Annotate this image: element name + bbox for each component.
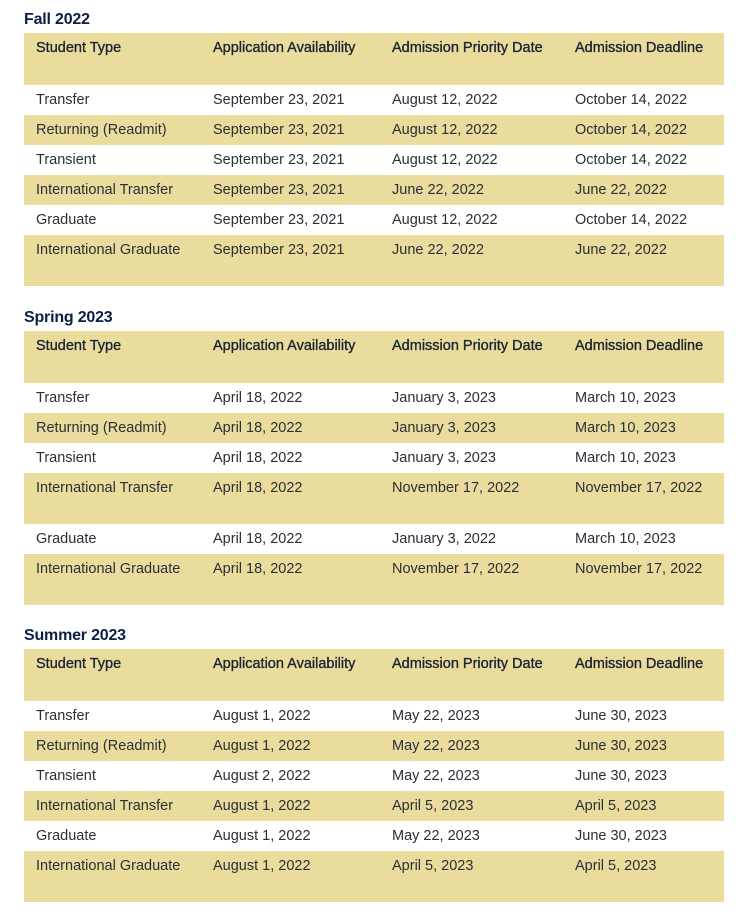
application-availability-cell: September 23, 2021 (201, 235, 380, 286)
deadline-cell: March 10, 2023 (563, 443, 724, 473)
student-type-cell: Returning (Readmit) (24, 115, 201, 145)
table-row (24, 851, 724, 902)
header-row (24, 331, 724, 383)
deadline-cell: June 22, 2022 (563, 175, 724, 205)
student-type-cell: Transient (24, 761, 201, 791)
table-row (24, 524, 724, 554)
table-row (24, 235, 724, 286)
deadline-cell: November 17, 2022 (563, 554, 724, 605)
application-availability-cell: April 18, 2022 (201, 554, 380, 605)
table-row (24, 175, 724, 205)
priority-date-cell: January 3, 2023 (380, 443, 563, 473)
application-availability-cell: September 23, 2021 (201, 145, 380, 175)
dates-table (24, 331, 724, 605)
table-row (24, 205, 724, 235)
application-availability-cell: August 1, 2022 (201, 821, 380, 851)
table-row (24, 791, 724, 821)
priority-date-cell: May 22, 2023 (380, 701, 563, 731)
header-admission-deadline: Admission Deadline (563, 649, 724, 701)
table-row (24, 115, 724, 145)
term-section-summer-2023 (24, 623, 724, 902)
header-student-type: Student Type (24, 33, 201, 85)
application-availability-cell: September 23, 2021 (201, 115, 380, 145)
application-availability-cell: April 18, 2022 (201, 413, 380, 443)
dates-table (24, 33, 724, 286)
section-title: Summer 2023 (24, 627, 126, 644)
deadline-cell: June 30, 2023 (563, 731, 724, 761)
application-availability-cell: September 23, 2021 (201, 205, 380, 235)
application-availability-cell: September 23, 2021 (201, 85, 380, 115)
header-student-type: Student Type (24, 649, 201, 701)
student-type-cell: International Graduate (24, 554, 201, 605)
header-admission-deadline: Admission Deadline (563, 33, 724, 85)
deadline-cell: June 30, 2023 (563, 761, 724, 791)
table-row (24, 554, 724, 605)
priority-date-cell: August 12, 2022 (380, 115, 563, 145)
application-availability-cell: August 2, 2022 (201, 761, 380, 791)
student-type-cell: International Transfer (24, 473, 201, 524)
deadline-cell: June 30, 2023 (563, 701, 724, 731)
header-application-availability: Application Availability (201, 649, 380, 701)
header-admission-priority-date: Admission Priority Date (380, 33, 563, 85)
table-row (24, 443, 724, 473)
table-row (24, 383, 724, 413)
table-row (24, 473, 724, 524)
priority-date-cell: August 12, 2022 (380, 145, 563, 175)
priority-date-cell: November 17, 2022 (380, 473, 563, 524)
term-section-fall-2022 (24, 7, 724, 286)
application-availability-cell: April 18, 2022 (201, 443, 380, 473)
student-type-cell: Graduate (24, 821, 201, 851)
student-type-cell: International Transfer (24, 791, 201, 821)
deadline-cell: March 10, 2023 (563, 383, 724, 413)
header-row (24, 649, 724, 701)
section-title: Fall 2022 (24, 11, 90, 28)
priority-date-cell: November 17, 2022 (380, 554, 563, 605)
header-admission-deadline: Admission Deadline (563, 331, 724, 383)
header-row (24, 33, 724, 85)
term-section-spring-2023 (24, 305, 724, 605)
priority-date-cell: August 12, 2022 (380, 85, 563, 115)
table-row (24, 85, 724, 115)
priority-date-cell: January 3, 2023 (380, 383, 563, 413)
student-type-cell: Graduate (24, 524, 201, 554)
header-application-availability: Application Availability (201, 33, 380, 85)
priority-date-cell: May 22, 2023 (380, 821, 563, 851)
deadline-cell: June 22, 2022 (563, 235, 724, 286)
header-student-type: Student Type (24, 331, 201, 383)
application-availability-cell: April 18, 2022 (201, 473, 380, 524)
application-availability-cell: August 1, 2022 (201, 701, 380, 731)
priority-date-cell: January 3, 2022 (380, 524, 563, 554)
deadline-cell: October 14, 2022 (563, 85, 724, 115)
deadline-cell: March 10, 2023 (563, 413, 724, 443)
student-type-cell: Graduate (24, 205, 201, 235)
student-type-cell: Returning (Readmit) (24, 731, 201, 761)
application-availability-cell: August 1, 2022 (201, 731, 380, 761)
table-row (24, 761, 724, 791)
deadline-cell: June 30, 2023 (563, 821, 724, 851)
deadline-cell: October 14, 2022 (563, 145, 724, 175)
student-type-cell: Transfer (24, 383, 201, 413)
header-admission-priority-date: Admission Priority Date (380, 649, 563, 701)
header-application-availability: Application Availability (201, 331, 380, 383)
table-row (24, 701, 724, 731)
table-row (24, 413, 724, 443)
deadline-cell: April 5, 2023 (563, 791, 724, 821)
table-row (24, 821, 724, 851)
student-type-cell: International Transfer (24, 175, 201, 205)
student-type-cell: International Graduate (24, 851, 201, 902)
priority-date-cell: August 12, 2022 (380, 205, 563, 235)
application-availability-cell: April 18, 2022 (201, 383, 380, 413)
application-availability-cell: April 18, 2022 (201, 524, 380, 554)
application-availability-cell: September 23, 2021 (201, 175, 380, 205)
priority-date-cell: January 3, 2023 (380, 413, 563, 443)
student-type-cell: Transient (24, 145, 201, 175)
application-availability-cell: August 1, 2022 (201, 791, 380, 821)
student-type-cell: International Graduate (24, 235, 201, 286)
deadline-cell: November 17, 2022 (563, 473, 724, 524)
application-availability-cell: August 1, 2022 (201, 851, 380, 902)
header-admission-priority-date: Admission Priority Date (380, 331, 563, 383)
priority-date-cell: May 22, 2023 (380, 731, 563, 761)
student-type-cell: Returning (Readmit) (24, 413, 201, 443)
dates-table (24, 649, 724, 902)
table-row (24, 731, 724, 761)
student-type-cell: Transfer (24, 701, 201, 731)
deadline-cell: October 14, 2022 (563, 205, 724, 235)
priority-date-cell: April 5, 2023 (380, 791, 563, 821)
deadline-cell: March 10, 2023 (563, 524, 724, 554)
priority-date-cell: April 5, 2023 (380, 851, 563, 902)
deadline-cell: April 5, 2023 (563, 851, 724, 902)
priority-date-cell: June 22, 2022 (380, 235, 563, 286)
priority-date-cell: June 22, 2022 (380, 175, 563, 205)
table-row (24, 145, 724, 175)
section-title: Spring 2023 (24, 309, 113, 326)
student-type-cell: Transfer (24, 85, 201, 115)
student-type-cell: Transient (24, 443, 201, 473)
deadline-cell: October 14, 2022 (563, 115, 724, 145)
priority-date-cell: May 22, 2023 (380, 761, 563, 791)
